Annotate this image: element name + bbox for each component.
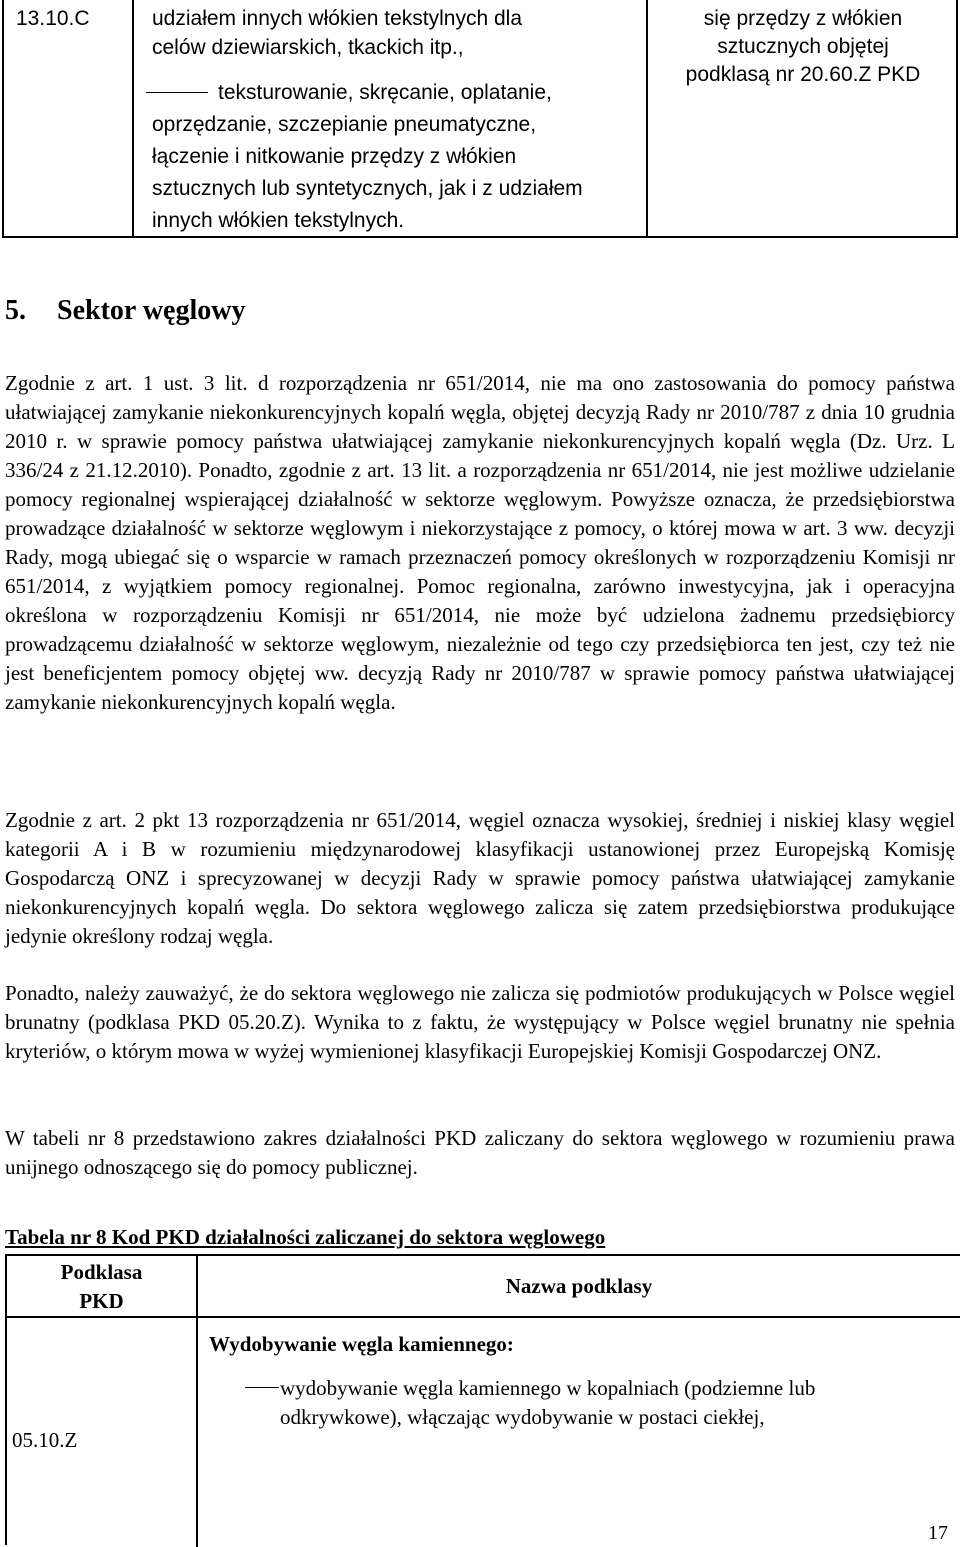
page-number: 17: [928, 1522, 948, 1544]
description-line: udziałem innych włókien tekstylnych dla: [152, 7, 523, 30]
exclusion-text: [648, 5, 958, 89]
exclusion-line: podklasą nr 20.60.Z PKD: [685, 63, 921, 86]
header-subclass-line: Podklasa: [60, 1260, 143, 1284]
pkd-code: 13.10.C: [16, 7, 90, 30]
row-item-line: odkrywkowe), włączając wydobywanie w postaci ciekłej,: [280, 1405, 765, 1429]
exclusion-line: się przędzy z włókien: [703, 7, 903, 30]
paragraph: W tabeli nr 8 przedstawiono zakres działalności PKD zaliczany do sektora węglowego w rozumieniu prawa unijnego odnoszącego się do pomocy publicznej.: [5, 1126, 955, 1179]
row-item-line: wydobywanie węgla kamiennego w kopalniach (podziemne lub: [280, 1376, 816, 1400]
table-cell-description: [134, 0, 648, 236]
paragraph: Ponadto, należy zauważyć, że do sektora węglowego nie zalicza się podmiotów produkujących w Polsce węgiel brunatny (podklasa PKD 05.20.Z). Wynika to z faktu, że występujący w Polsce węgiel brunatny nie spełnia kryteriów, o którym mowa w wyżej wymienionej klasyfikacji Europejskiej Komisji Gospodarczej ONZ.: [5, 981, 955, 1063]
section-number: 5.: [5, 295, 26, 326]
pkd-table: [5, 1254, 960, 1545]
description-line: oprzędzanie, szczepianie pneumatyczne,: [152, 113, 537, 136]
description-line: łączenie i nitkowanie przędzy z włókien: [152, 145, 517, 168]
row-title: Wydobywanie węgla kamiennego:: [209, 1332, 514, 1356]
row-code: 05.10.Z: [12, 1428, 78, 1452]
continued-table: [2, 0, 958, 238]
description-line: innych włókien tekstylnych.: [152, 209, 405, 232]
section-title: Sektor węglowy: [57, 295, 246, 326]
dash-bullet: [245, 1387, 279, 1388]
description-line: teksturowanie, skręcanie, oplatanie,: [218, 81, 552, 104]
header-subclass-name: Nazwa podklasy: [505, 1274, 653, 1298]
header-subclass-line: PKD: [79, 1289, 124, 1313]
table-cell-exclusion: [648, 0, 958, 236]
description-line: sztucznych lub syntetycznych, jak i z udziałem: [152, 177, 583, 200]
dash-bullet: [146, 92, 208, 93]
header-divider: [7, 1316, 960, 1318]
section-heading: [5, 295, 245, 327]
header-subclass: [7, 1258, 196, 1316]
paragraph: Zgodnie z art. 2 pkt 13 rozporządzenia nr 651/2014, węgiel oznacza wysokiej, średniej i niskiej klasy węgiel kategorii A i B w rozumieniu międzynarodowej klasyfikacji ustanowionej przez Europejską Komisję Gospodarczą ONZ i sprecyzowanej w decyzji Rady w sprawie pomocy państwa ułatwiającej zamykanie niekonkurencyjnych kopalń węgla. Do sektora węglowego zalicza się zatem przedsiębiorstwa produkujące jedynie określony rodzaj węgla.: [5, 808, 955, 948]
exclusion-line: sztucznych objętej: [717, 35, 889, 58]
description-line: celów dziewiarskich, tkackich itp.,: [152, 36, 464, 59]
paragraph: Zgodnie z art. 1 ust. 3 lit. d rozporządzenia nr 651/2014, nie ma ono zastosowania do pomocy państwa ułatwiającej zamykanie niekonkurencyjnych kopalń węgla, objętej decyzją Rady nr 2010/787 z dnia 10 grudnia 2010 r. w sprawie pomocy państwa ułatwiającej zamykanie niekonkurencyjnych kopalń węgla (Dz. Urz. L 336/24 z 21.12.2010). Ponadto, zgodnie z art. 13 lit. a rozporządzenia nr 651/2014, nie jest możliwe udzielanie pomocy regionalnej wspierającej działalność w sektorze węglowym. Powyższe oznacza, że przedsiębiorstwa prowadzące działalność w sektorze węglowym i niekorzystające z pomocy, o której mowa w art. 3 ww. decyzji Rady, mogą ubiegać się o wsparcie w ramach przeznaczeń pomocy określonych w rozporządzeniu Komisji nr 651/2014, z wyjątkiem pomocy regionalnej. Pomoc regionalna, zarówno inwestycyjna, jak i operacyjna określona w rozporządzeniu Komisji nr 651/2014, nie może być udzielona żadnemu przedsiębiorcy prowadzącemu działalność w sektorze węglowym, niezależnie od tego czy przedsiębiorca ten jest, czy też nie jest beneficjentem pomocy objętej ww. decyzją Rady nr 2010/787 w sprawie pomocy państwa ułatwiającej zamykanie niekonkurencyjnych kopalń węgla.: [5, 371, 955, 714]
row-item: [280, 1374, 815, 1432]
table-caption: Tabela nr 8 Kod PKD działalności zaliczanej do sektora węglowego: [5, 1225, 606, 1249]
table-cell-code: [4, 0, 134, 236]
